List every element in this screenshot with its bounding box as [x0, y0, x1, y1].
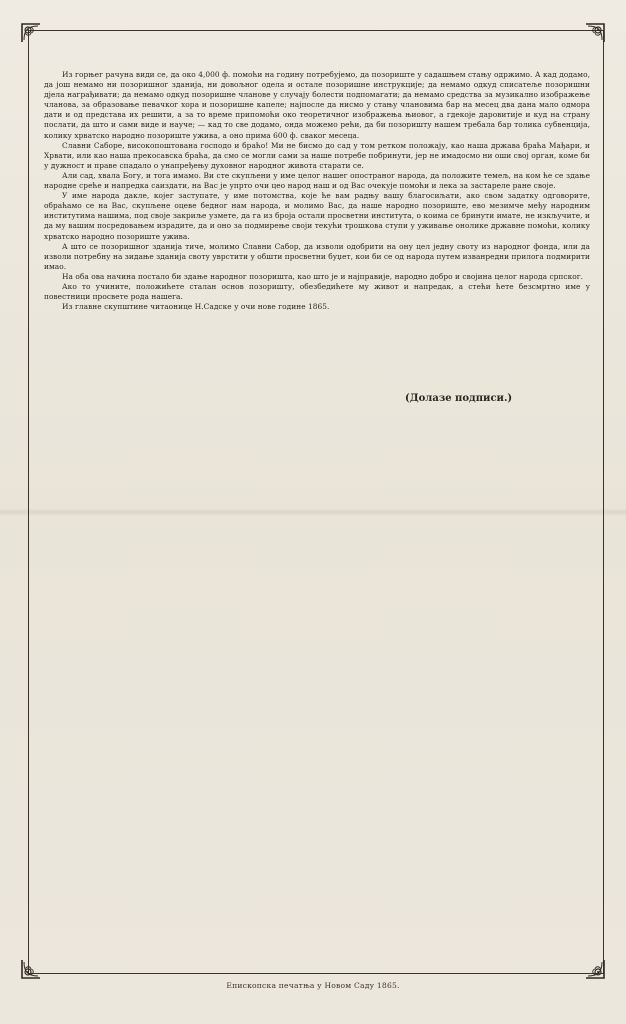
paragraph: На оба ова начина постало би здање народног позоришта, као што је и најправије, народно добро и својина целог народа српског. [62, 271, 584, 281]
paragraph: А што се позоришног зданија тиче, молимо Славни Сабор, да изволи одобрити на ону цел једну своту из народног фонда, или да изволи потребну на зидање зданија своту уврстити у обшти просветни буџет, кои би се од народа путем изванредни прилога подмирити имао. [44, 241, 591, 271]
document-body [44, 70, 590, 312]
corner-ornament-icon [20, 22, 42, 44]
corner-ornament-icon [20, 958, 42, 980]
paragraph: Из горњег рачуна види се, да око 4,000 ф. помоћи на годину потребујемо, да позориште у садашњем стању одржимо. А кад додамо, да још немамо ни позоришног зданија, ни довољног одела и остале позоришне инструкције; да немамо одкуд списатеље позоришни дјела награђивати; да немамо одкуд позоришне чланове у случају болести подпомагати; да немамо средства за музикално изображење чланова, за образовање певачког хора и позоришне капеле; најпосле да нисмо у стању члановима бар на месец два дана мало одмора дати и од представа их решити, а за то време припомоћи око теоретичног изображења њиовог, а гдекоје даровитије и куд на страну послати, да што и сами виде и науче; — кад то све додамо, онда можемо рећи, да би позоришту нашем требала бар толика субвенција, колику хрватско народно позориште ужива, а оно прима 600 ф. сваког месеца. [44, 70, 590, 140]
printer-imprint: Епископска печатња у Новом Саду 1865. [226, 981, 400, 990]
corner-ornament-icon [584, 22, 606, 44]
closing-line: Из главне скупштине читаонице Н.Садске у очи нове године 1865. [62, 302, 330, 312]
paragraph: Ако то учините, положићете сталан основ позоришту, обезбедићете му живот и напредак, а стећи ћете безсмртно име у повестници просвете рода нашега. [44, 281, 590, 302]
signatures-note: (Долазе подписи.) [405, 393, 513, 404]
paragraph: Славни Саборе, високопоштована господо и браћо! Ми не бисмо до сад у том ретком положају, као наша држава браћа Мађари, и Хрвати, или као наша прекосавска браћа, да смо се могли сами за наше потребе побринути, јер не имадосмо ни оши свој орган, коме би у дужност и праве спадало о унапређењу духовног народног живота старати се. [44, 140, 590, 170]
paragraph: У име народа дакле, којег заступате, у име потомства, које ће вам радњу вашу благосиљати, ако свом задатку одговорите, обраћамо се на Вас, скупљене оцеве бедног нам народа, и молимо Вас, да наше народно позориште, ево мезимче међу народним институтима нашима, под своје закриље узмете, да га из броја остали просветни института, о коима се бринути имате, не изкључите, и да му вашим посредовањем израдите, да и оно за подмирење своји текући трошкова ступи у уживање оноликe државне помоћи, колику хрватско народно позориште ужива. [44, 191, 590, 241]
corner-ornament-icon [584, 958, 606, 980]
paragraph: Али сад, хвала Богу, и тога имамо. Ви сте скупљени у име целог нашег опостраног народа, да положите темељ, на ком ће се здање народне среће и напредка саиздати, на Вас је упрто очи цео народ наш и од Вас очекује помоћи и лека за застареле ране своје. [44, 170, 590, 191]
